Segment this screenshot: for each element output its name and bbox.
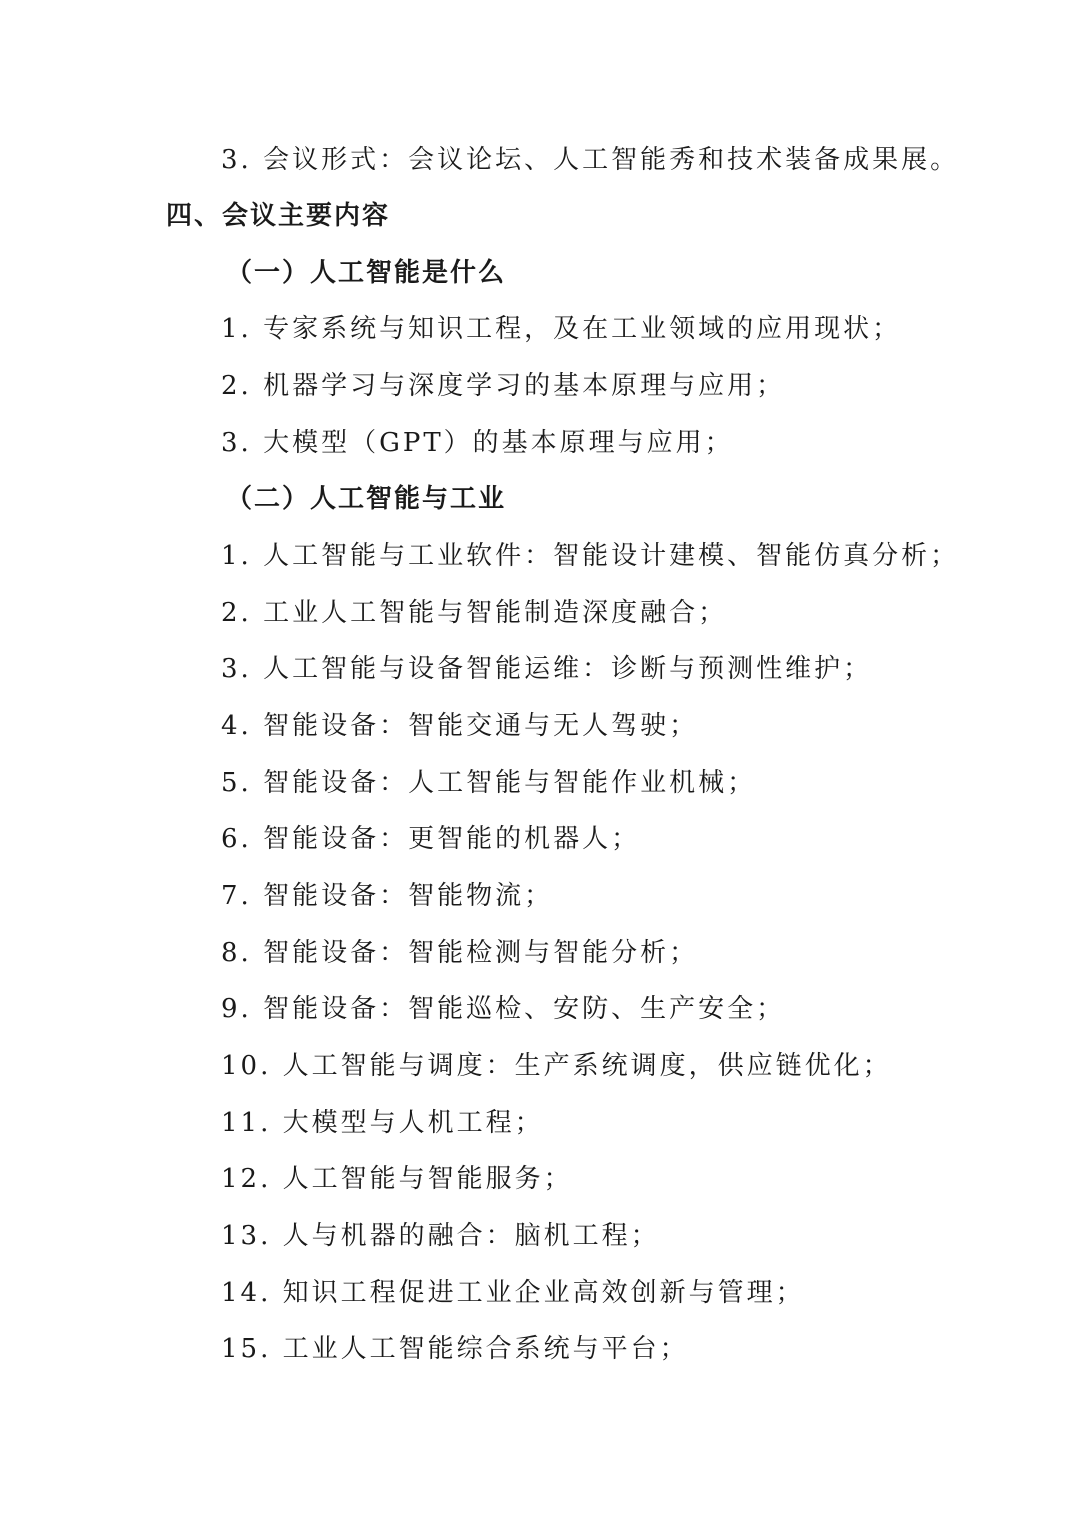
list-item: 2. 机器学习与深度学习的基本原理与应用； [221,371,786,401]
list-item: 7. 智能设备：智能物流； [221,881,554,911]
section-heading-main-content: 四、会议主要内容 [166,201,391,231]
subsection-heading-what-is-ai: （一）人工智能是什么 [226,258,507,288]
list-item: 6. 智能设备：更智能的机器人； [221,824,641,854]
meeting-format-line: 3. 会议形式：会议论坛、人工智能秀和技术装备成果展。 [221,145,960,175]
list-item: 12. 人工智能与智能服务； [221,1164,573,1194]
list-item: 2. 工业人工智能与智能制造深度融合； [221,598,728,628]
list-item: 11. 大模型与人机工程； [221,1108,544,1138]
list-item: 15. 工业人工智能综合系统与平台； [221,1334,689,1364]
list-item: 13. 人与机器的融合：脑机工程； [221,1221,660,1251]
list-item: 1. 专家系统与知识工程，及在工业领域的应用现状； [221,314,902,344]
list-item: 3. 人工智能与设备智能运维：诊断与预测性维护； [221,654,873,684]
list-item: 1. 人工智能与工业软件：智能设计建模、智能仿真分析； [221,541,960,571]
list-item: 8. 智能设备：智能检测与智能分析； [221,938,699,968]
list-item: 4. 智能设备：智能交通与无人驾驶； [221,711,699,741]
list-item: 14. 知识工程促进工业企业高效创新与管理； [221,1278,805,1308]
list-item: 3. 大模型（GPT）的基本原理与应用； [221,428,734,458]
list-item: 10. 人工智能与调度：生产系统调度，供应链优化； [221,1051,892,1081]
list-item: 9. 智能设备：智能巡检、安防、生产安全； [221,994,786,1024]
subsection-heading-ai-and-industry: （二）人工智能与工业 [226,484,507,514]
list-item: 5. 智能设备：人工智能与智能作业机械； [221,768,757,798]
